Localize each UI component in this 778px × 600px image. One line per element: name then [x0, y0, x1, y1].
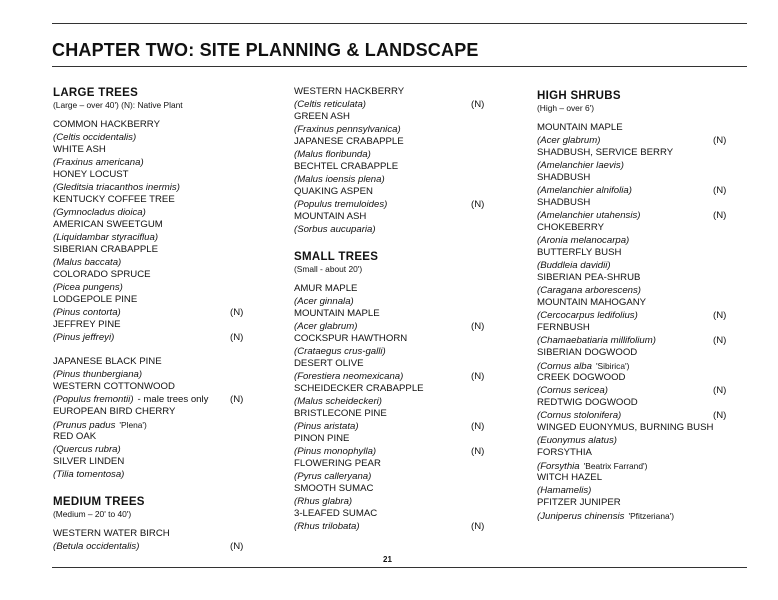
plant-entry: [537, 372, 757, 397]
plant-entry: [53, 119, 273, 144]
plant-common-name: FLOWERING PEAR: [294, 458, 381, 469]
plant-scientific-name: (Populus tremuloides): [294, 198, 388, 210]
plant-scientific-name: (Fraxinus pennsylvanica): [294, 123, 401, 135]
plant-scientific-name: (Betula occidentalis): [53, 540, 140, 552]
plant-scientific-name: (Hamamelis): [537, 484, 592, 496]
plant-scientific-name: (Pinus jeffreyi): [53, 331, 115, 343]
plant-entry: [537, 197, 757, 222]
plant-entry: [294, 283, 514, 308]
plant-common-name: KENTUCKY COFFEE TREE: [53, 194, 175, 205]
plant-common-name: BRISTLECONE PINE: [294, 408, 387, 419]
plant-scientific-line: [53, 232, 273, 245]
plant-common-name: DESERT OLIVE: [294, 358, 364, 369]
plant-scientific-name: (Buddleia davidii): [537, 259, 611, 271]
plant-entry: [537, 122, 757, 147]
plant-entry: [537, 272, 757, 297]
plant-scientific-name: (Gymnocladus dioica): [53, 206, 146, 218]
plant-entry: [53, 144, 273, 169]
plant-entry: [294, 211, 514, 236]
plant-scientific-name: (Pinus aristata): [294, 420, 359, 432]
plant-scientific-name: (Pyrus calleryana): [294, 470, 372, 482]
native-marker: (N): [230, 306, 244, 318]
plant-scientific-name: (Rhus glabra): [294, 495, 353, 507]
plant-common-name: JAPANESE CRABAPPLE: [294, 136, 404, 147]
plant-common-name: WESTERN WATER BIRCH: [53, 528, 170, 539]
plant-scientific-line: [294, 99, 514, 112]
plant-scientific-name: (Celtis occidentalis): [53, 131, 137, 143]
plant-entry: [537, 347, 757, 372]
plant-entry: [294, 483, 514, 508]
plant-common-name: RED OAK: [53, 431, 97, 442]
chapter-title: CHAPTER TWO: SITE PLANNING & LANDSCAPE: [52, 40, 479, 60]
plant-scientific-line: [294, 471, 514, 484]
plant-entry: [53, 381, 273, 406]
plant-common-name: LODGEPOLE PINE: [53, 294, 138, 305]
plant-common-name: HONEY LOCUST: [53, 169, 129, 180]
plant-scientific-name: (Forestiera neomexicana): [294, 370, 404, 382]
plant-scientific-name: (Malus floribunda): [294, 148, 371, 160]
plant-scientific-line: [537, 235, 757, 248]
plant-scientific-line: [294, 174, 514, 187]
plant-common-name: PFITZER JUNIPER: [537, 497, 621, 508]
plant-common-name: 3-LEAFED SUMAC: [294, 508, 378, 519]
plant-scientific-name: (Fraxinus americana): [53, 156, 144, 168]
bottom-rule: [52, 567, 747, 568]
native-marker: (N): [713, 184, 727, 196]
plant-common-name: SHADBUSH: [537, 197, 591, 208]
native-marker: (N): [230, 393, 244, 405]
plant-scientific-name: (Aronia melanocarpa): [537, 234, 630, 246]
plant-entry: [294, 308, 514, 333]
plant-common-name: MOUNTAIN MAPLE: [537, 122, 623, 133]
plant-scientific-name: (Populus fremontii): [53, 393, 134, 405]
plant-common-name: JEFFREY PINE: [53, 319, 121, 330]
plant-scientific-name: (Gleditsia triacanthos inermis): [53, 181, 180, 193]
plant-common-name: WHITE ASH: [53, 144, 106, 155]
plant-scientific-line: [53, 182, 273, 195]
section-subheading: (Large – over 40') (N): Native Plant: [53, 100, 183, 110]
column-2: [294, 86, 514, 533]
plant-scientific-line: [53, 282, 273, 295]
plant-common-name: REDTWIG DOGWOOD: [537, 397, 638, 408]
plant-scientific-name: (Cercocarpus ledifolius): [537, 309, 638, 321]
plant-scientific-line: [53, 419, 273, 432]
top-rule: [52, 23, 747, 24]
plant-scientific-line: [294, 521, 514, 534]
plant-scientific-line: [53, 257, 273, 270]
list-gap: [53, 344, 273, 356]
section-gap: [53, 481, 273, 495]
plant-scientific-name: (Chamaebatiaria millifolium): [537, 334, 656, 346]
plant-common-name: SHADBUSH: [537, 172, 591, 183]
plant-entry: [294, 383, 514, 408]
plant-cultivar: 'Plena'): [119, 419, 147, 430]
native-marker: (N): [471, 520, 485, 532]
plant-common-name: PINON PINE: [294, 433, 350, 444]
plant-scientific-name: (Acer glabrum): [294, 320, 358, 332]
plant-scientific-line: [537, 410, 757, 423]
plant-scientific-line: [537, 310, 757, 323]
native-marker: (N): [471, 320, 485, 332]
plant-scientific-line: [537, 160, 757, 173]
plant-entry: [537, 172, 757, 197]
plant-common-name: QUAKING ASPEN: [294, 186, 373, 197]
plant-scientific-name: (Pinus contorta): [53, 306, 121, 318]
plant-scientific-name: (Rhus trilobata): [294, 520, 360, 532]
section-subheading: (Small - about 20'): [294, 264, 363, 274]
plant-common-name: MOUNTAIN MAHOGANY: [537, 297, 647, 308]
native-marker: (N): [713, 334, 727, 346]
section-gap: [294, 236, 514, 250]
plant-entry: [53, 294, 273, 319]
plant-scientific-name: (Amelanchier utahensis): [537, 209, 641, 221]
plant-entry: [53, 194, 273, 219]
plant-entry: [537, 397, 757, 422]
plant-common-name: COLORADO SPRUCE: [53, 269, 151, 280]
plant-scientific-name: (Liquidambar styraciflua): [53, 231, 159, 243]
plant-scientific-line: [537, 485, 757, 498]
plant-scientific-name: (Juniperus chinensis: [537, 510, 625, 522]
plant-entry: [53, 356, 273, 381]
plant-common-name: SMOOTH SUMAC: [294, 483, 374, 494]
plant-scientific-line: [537, 510, 757, 523]
plant-common-name: FERNBUSH: [537, 322, 590, 333]
plant-entry: [537, 147, 757, 172]
plant-scientific-name: (Crataegus crus-galli): [294, 345, 386, 357]
plant-common-name: BECHTEL CRABAPPLE: [294, 161, 399, 172]
native-marker: (N): [713, 384, 727, 396]
plant-entry: [53, 319, 273, 344]
plant-entry: [537, 247, 757, 272]
plant-scientific-name: (Cornus alba: [537, 360, 592, 372]
plant-cultivar: 'Beatrix Farrand'): [583, 460, 648, 471]
section-heading: LARGE TREES: [53, 87, 139, 99]
plant-common-name: SIBERIAN PEA-SHRUB: [537, 272, 641, 283]
plant-scientific-name: (Malus scheideckeri): [294, 395, 382, 407]
native-marker: (N): [471, 370, 485, 382]
plant-scientific-line: [537, 360, 757, 373]
plant-scientific-line: [294, 446, 514, 459]
plant-common-name: WESTERN HACKBERRY: [294, 86, 405, 97]
plant-entry: [294, 333, 514, 358]
plant-scientific-name: (Picea pungens): [53, 281, 123, 293]
plant-entry: [537, 222, 757, 247]
plant-scientific-name: (Malus ioensis plena): [294, 173, 385, 185]
page-number: 21: [383, 555, 392, 564]
plant-scientific-line: [537, 135, 757, 148]
title-underline: [52, 66, 747, 67]
plant-entry: [537, 447, 757, 472]
plant-scientific-line: [53, 157, 273, 170]
plant-common-name: SIBERIAN CRABAPPLE: [53, 244, 159, 255]
native-marker: (N): [471, 198, 485, 210]
native-marker: (N): [713, 309, 727, 321]
plant-common-name: SILVER LINDEN: [53, 456, 125, 467]
plant-entry: [294, 111, 514, 136]
section-heading: HIGH SHRUBS: [537, 90, 621, 102]
plant-scientific-line: [537, 435, 757, 448]
plant-scientific-name: (Prunus padus: [53, 419, 116, 431]
plant-scientific-name: (Acer glabrum): [537, 134, 601, 146]
native-marker: (N): [713, 209, 727, 221]
plant-scientific-line: [53, 541, 273, 554]
plant-scientific-name: (Malus baccata): [53, 256, 122, 268]
plant-common-name: COCKSPUR HAWTHORN: [294, 333, 408, 344]
plant-scientific-name: (Amelanchier laevis): [537, 159, 624, 171]
plant-entry: [53, 406, 273, 431]
plant-common-name: SHADBUSH, SERVICE BERRY: [537, 147, 674, 158]
plant-common-name: FORSYTHIA: [537, 447, 592, 458]
plant-entry: [294, 433, 514, 458]
plant-entry: [294, 161, 514, 186]
plant-scientific-line: [53, 332, 273, 345]
plant-scientific-name: (Cornus sericea): [537, 384, 608, 396]
plant-entry: [53, 431, 273, 456]
plant-common-name: CHOKEBERRY: [537, 222, 604, 233]
plant-scientific-name: (Caragana arborescens): [537, 284, 641, 296]
plant-scientific-line: [537, 335, 757, 348]
plant-entry: [537, 422, 757, 447]
plant-scientific-name: (Cornus stolonifera): [537, 409, 622, 421]
native-marker: (N): [230, 331, 244, 343]
plant-scientific-line: [53, 469, 273, 482]
plant-common-name: SCHEIDECKER CRABAPPLE: [294, 383, 424, 394]
plant-entry: [294, 358, 514, 383]
plant-scientific-line: [294, 421, 514, 434]
plant-entry: [53, 244, 273, 269]
plant-common-name: MOUNTAIN MAPLE: [294, 308, 380, 319]
plant-scientific-name: (Forsythia: [537, 460, 580, 472]
plant-note: - male trees only: [137, 393, 209, 405]
native-marker: (N): [471, 420, 485, 432]
plant-common-name: BUTTERFLY BUSH: [537, 247, 622, 258]
plant-scientific-line: [537, 185, 757, 198]
plant-scientific-line: [537, 385, 757, 398]
plant-common-name: MOUNTAIN ASH: [294, 211, 367, 222]
plant-common-name: GREEN ASH: [294, 111, 350, 122]
plant-entry: [294, 508, 514, 533]
plant-scientific-name: (Tilia tomentosa): [53, 468, 125, 480]
plant-scientific-name: (Quercus rubra): [53, 443, 121, 455]
section-subheading: (Medium – 20' to 40'): [53, 509, 132, 519]
plant-scientific-name: (Celtis reticulata): [294, 98, 366, 110]
plant-scientific-line: [53, 132, 273, 145]
plant-scientific-line: [294, 371, 514, 384]
plant-scientific-line: [537, 210, 757, 223]
plant-scientific-line: [537, 285, 757, 298]
plant-entry: [294, 186, 514, 211]
plant-scientific-line: [537, 460, 757, 473]
plant-entry: [294, 86, 514, 111]
plant-scientific-line: [294, 346, 514, 359]
plant-scientific-line: [294, 199, 514, 212]
plant-scientific-name: (Pinus thunbergiana): [53, 368, 143, 380]
section-heading: SMALL TREES: [294, 251, 379, 263]
plant-cultivar: 'Pfitzeriana'): [628, 510, 675, 521]
plant-cultivar: 'Sibirica'): [595, 360, 630, 371]
plant-scientific-line: [294, 396, 514, 409]
plant-entry: [537, 322, 757, 347]
plant-scientific-line: [53, 207, 273, 220]
native-marker: (N): [713, 409, 727, 421]
plant-scientific-line: [53, 307, 273, 320]
plant-entry: [53, 528, 273, 553]
plant-entry: [537, 297, 757, 322]
plant-common-name: EUROPEAN BIRD CHERRY: [53, 406, 176, 417]
plant-scientific-line: [294, 149, 514, 162]
plant-scientific-line: [53, 369, 273, 382]
plant-common-name: CREEK DOGWOOD: [537, 372, 626, 383]
plant-scientific-line: [53, 394, 273, 407]
plant-entry: [53, 219, 273, 244]
plant-entry: [537, 472, 757, 497]
plant-scientific-name: (Amelanchier alnifolia): [537, 184, 632, 196]
plant-common-name: SIBERIAN DOGWOOD: [537, 347, 638, 358]
plant-entry: [294, 136, 514, 161]
section-heading: MEDIUM TREES: [53, 496, 145, 508]
native-marker: (N): [713, 134, 727, 146]
plant-common-name: COMMON HACKBERRY: [53, 119, 160, 130]
plant-scientific-line: [294, 296, 514, 309]
column-1: [53, 86, 273, 553]
plant-entry: [537, 497, 757, 522]
plant-entry: [53, 169, 273, 194]
plant-common-name: WITCH HAZEL: [537, 472, 603, 483]
plant-common-name: JAPANESE BLACK PINE: [53, 356, 162, 367]
plant-scientific-line: [294, 321, 514, 334]
plant-scientific-name: (Pinus monophylla): [294, 445, 377, 457]
plant-entry: [53, 269, 273, 294]
plant-scientific-name: (Sorbus aucuparia): [294, 223, 376, 235]
native-marker: (N): [471, 98, 485, 110]
plant-scientific-name: (Acer ginnala): [294, 295, 354, 307]
plant-scientific-line: [294, 124, 514, 137]
column-3: [537, 89, 757, 522]
plant-scientific-line: [53, 444, 273, 457]
plant-entry: [294, 458, 514, 483]
plant-common-name: AMERICAN SWEETGUM: [53, 219, 163, 230]
plant-common-name: AMUR MAPLE: [294, 283, 358, 294]
section-subheading: (High – over 6'): [537, 103, 594, 113]
plant-scientific-line: [294, 496, 514, 509]
plant-scientific-line: [294, 224, 514, 237]
plant-entry: [294, 408, 514, 433]
native-marker: (N): [471, 445, 485, 457]
plant-common-name: WINGED EUONYMUS, BURNING BUSH: [537, 422, 714, 433]
plant-entry: [53, 456, 273, 481]
plant-scientific-line: [537, 260, 757, 273]
native-marker: (N): [230, 540, 244, 552]
plant-scientific-name: (Euonymus alatus): [537, 434, 617, 446]
plant-common-name: WESTERN COTTONWOOD: [53, 381, 175, 392]
